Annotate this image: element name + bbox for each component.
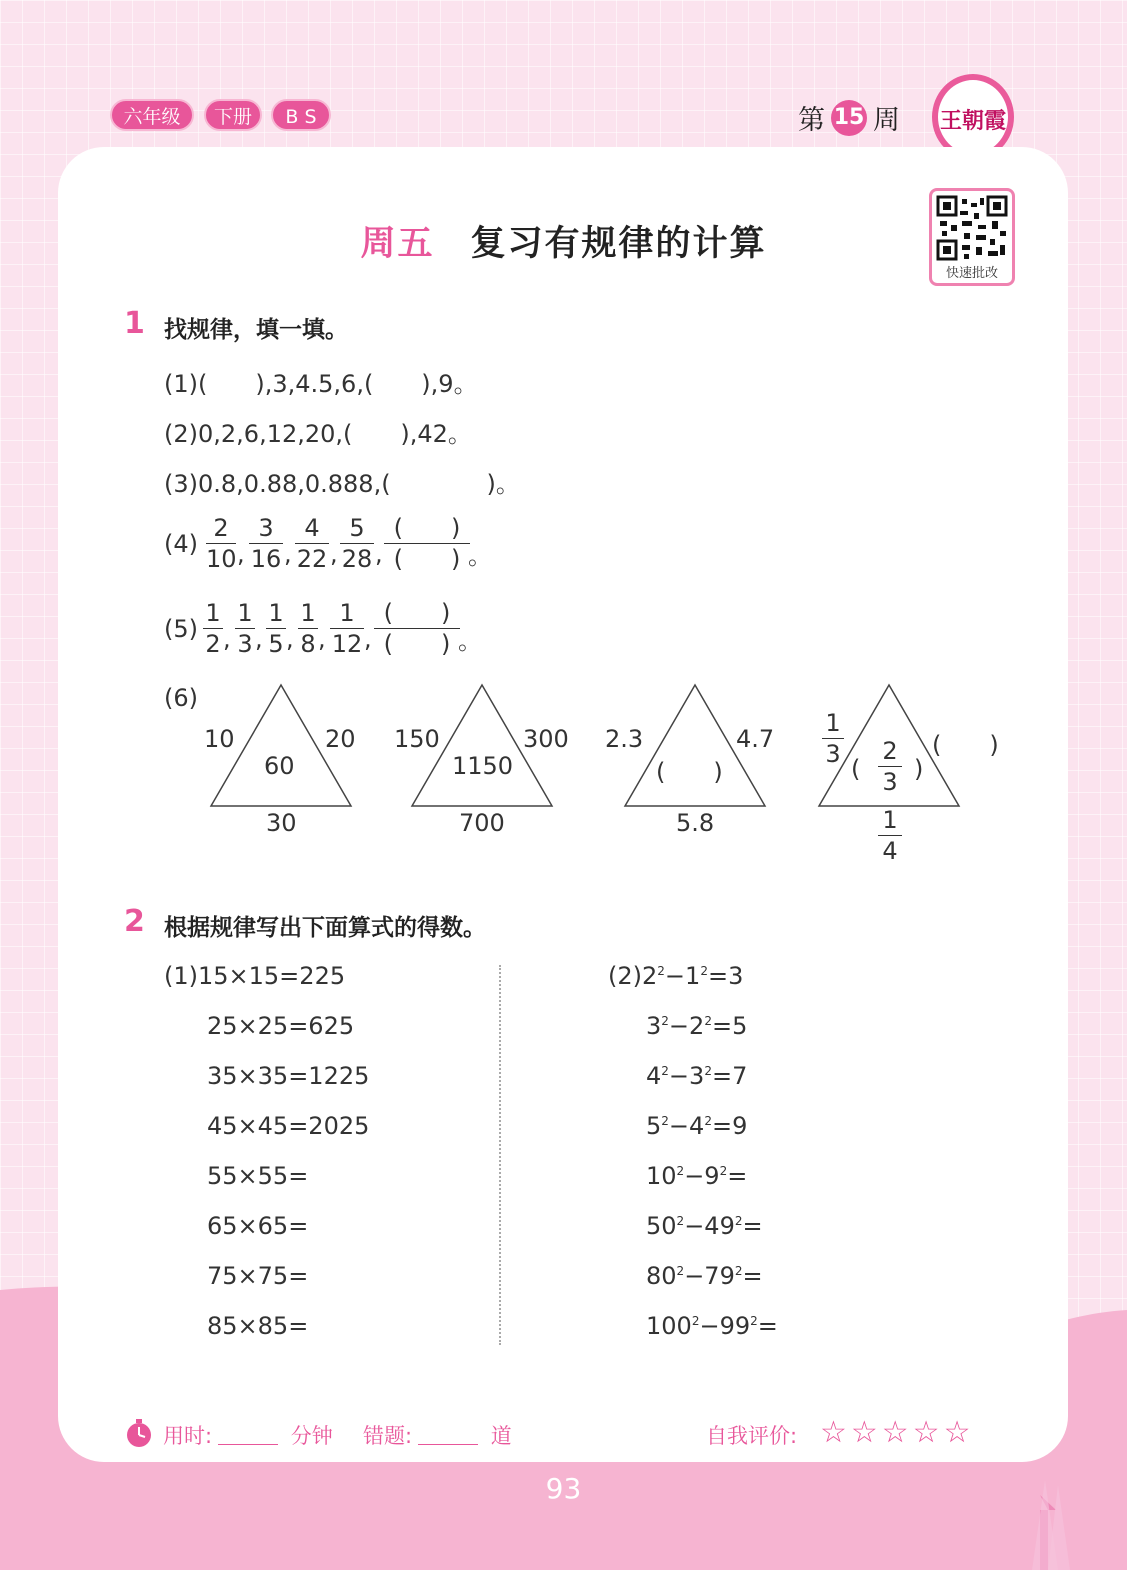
comma: , xyxy=(284,540,292,568)
title-day: 周五 xyxy=(360,224,435,264)
q2-left-line: 25×25=625 xyxy=(207,1012,355,1040)
period: 。 xyxy=(468,542,492,570)
comma: , xyxy=(318,625,326,653)
fraction: $\frac{2}{10}$ xyxy=(206,514,237,573)
triangle-3-left: 2.3 xyxy=(605,725,644,753)
week-suffix: 周 xyxy=(873,105,900,136)
qr-code[interactable] xyxy=(929,188,1015,286)
triangle-4-right-blank[interactable]: ( ) xyxy=(932,731,999,759)
volume-tag: 下册 xyxy=(204,99,262,131)
triangle-4-center-open: ( xyxy=(851,755,861,783)
stopwatch-icon xyxy=(124,1417,154,1449)
errors-blank[interactable] xyxy=(418,1444,478,1445)
week-prefix: 第 xyxy=(798,105,825,136)
q2-left-line: 35×35=1225 xyxy=(207,1062,370,1090)
q1-line-1: (1)( ),3,4.5,6,( ),9。 xyxy=(164,370,478,398)
triangle-4-center-close: ) xyxy=(914,755,924,783)
question-2-number: 2 xyxy=(124,904,145,939)
q2-right-line: $100^2-99^2=$ xyxy=(646,1312,778,1340)
fraction: $\frac{4}{22}$ xyxy=(296,514,328,573)
q2-right-line: $5^2-4^2=9$ xyxy=(646,1112,748,1140)
qr-caption: 快速批改 xyxy=(945,266,998,281)
comma: , xyxy=(364,625,372,653)
triangle-4-bottom-fraction: $\frac{1}{4}$ xyxy=(878,805,902,866)
q1-line-4-label: (4) xyxy=(164,530,198,558)
triangle-2-right: 300 xyxy=(523,725,569,753)
q2-right-line: $4^2-3^2=7$ xyxy=(646,1062,748,1090)
q1-line-6-label: (6) xyxy=(164,684,198,712)
triangle-3-bottom: 5.8 xyxy=(676,809,715,837)
comma: , xyxy=(237,540,245,568)
q2-right-line: $50^2-49^2=$ xyxy=(646,1212,763,1240)
grade-tag: 六年级 xyxy=(110,99,194,131)
self-eval-stars[interactable]: ☆☆☆☆☆ xyxy=(820,1415,975,1450)
errors-field: 错题: 道 xyxy=(363,1424,512,1448)
triangle-3-center-blank[interactable]: ( ) xyxy=(656,758,723,786)
fraction: $\frac{1}{5}$ xyxy=(266,598,286,659)
comma: , xyxy=(375,540,383,568)
title-topic: 复习有规律的计算 xyxy=(470,224,767,264)
fraction: $\frac{1}{12}$ xyxy=(331,599,363,658)
fraction: $\frac{1}{8}$ xyxy=(298,598,318,659)
triangle-1-bottom: 30 xyxy=(266,809,297,837)
triangle-2-left: 150 xyxy=(394,725,440,753)
triangle-1-center: 60 xyxy=(264,752,295,780)
week-number-badge: 15 xyxy=(831,100,867,136)
comma: , xyxy=(330,540,338,568)
qr-code-icon xyxy=(936,195,1008,261)
triangle-1-right: 20 xyxy=(325,725,356,753)
triangle-3-right: 4.7 xyxy=(736,725,775,753)
triangle-1-left: 10 xyxy=(204,725,235,753)
q1-line-3: (3)0.8,0.88,0.888,( )。 xyxy=(164,470,520,498)
page-number: 93 xyxy=(545,1472,582,1505)
self-eval-label: 自我评价: xyxy=(706,1424,798,1448)
q2-right-line: $3^2-2^2=5$ xyxy=(646,1012,748,1040)
q2-left-line: 45×45=2025 xyxy=(207,1112,370,1140)
fraction: $\frac{1}{2}$ xyxy=(203,598,223,659)
comma: , xyxy=(223,625,231,653)
triangle-4-left-fraction: $\frac{1}{3}$ xyxy=(822,708,844,769)
week-indicator xyxy=(798,98,900,137)
column-divider xyxy=(499,965,501,1345)
fraction: $\frac{5}{28}$ xyxy=(341,514,373,573)
triangle-2-center: 1150 xyxy=(452,752,514,780)
q2-left-line: 75×75= xyxy=(207,1262,309,1290)
q2-left-line: 55×55= xyxy=(207,1162,309,1190)
edition-tag: B S xyxy=(271,99,331,131)
q2-left-line: (1)15×15=225 xyxy=(164,962,346,990)
fraction: $\frac{3}{16}$ xyxy=(250,514,282,573)
period: 。 xyxy=(458,627,482,655)
triangle-2-bottom: 700 xyxy=(459,809,505,837)
q2-left-line: 85×85= xyxy=(207,1312,309,1340)
comma: , xyxy=(255,625,263,653)
brand-seal-text: 王朝霞 xyxy=(939,108,1006,134)
question-2-title: 根据规律写出下面算式的得数。 xyxy=(164,915,486,941)
fraction: $\frac{1}{3}$ xyxy=(235,598,255,659)
q2-right-line: $80^2-79^2=$ xyxy=(646,1262,763,1290)
fraction-blank[interactable]: ( ) ( ) xyxy=(384,513,470,574)
comma: , xyxy=(286,625,294,653)
time-spent-field: 用时: 分钟 xyxy=(163,1424,333,1448)
q2-right-line: $(2)2^2-1^2=3$ xyxy=(608,962,744,990)
q2-right-line: $10^2-9^2=$ xyxy=(646,1162,748,1190)
q1-line-5-label: (5) xyxy=(164,615,198,643)
triangle-4-center-fraction: $\frac{2}{3}$ xyxy=(878,736,902,797)
time-blank[interactable] xyxy=(218,1444,278,1445)
question-1-number: 1 xyxy=(124,306,145,341)
q1-line-2: (2)0,2,6,12,20,( ),42。 xyxy=(164,420,472,448)
fraction-blank[interactable]: ( ) ( ) xyxy=(374,598,460,659)
question-1-title: 找规律，填一填。 xyxy=(164,317,348,343)
q2-left-line: 65×65= xyxy=(207,1212,309,1240)
